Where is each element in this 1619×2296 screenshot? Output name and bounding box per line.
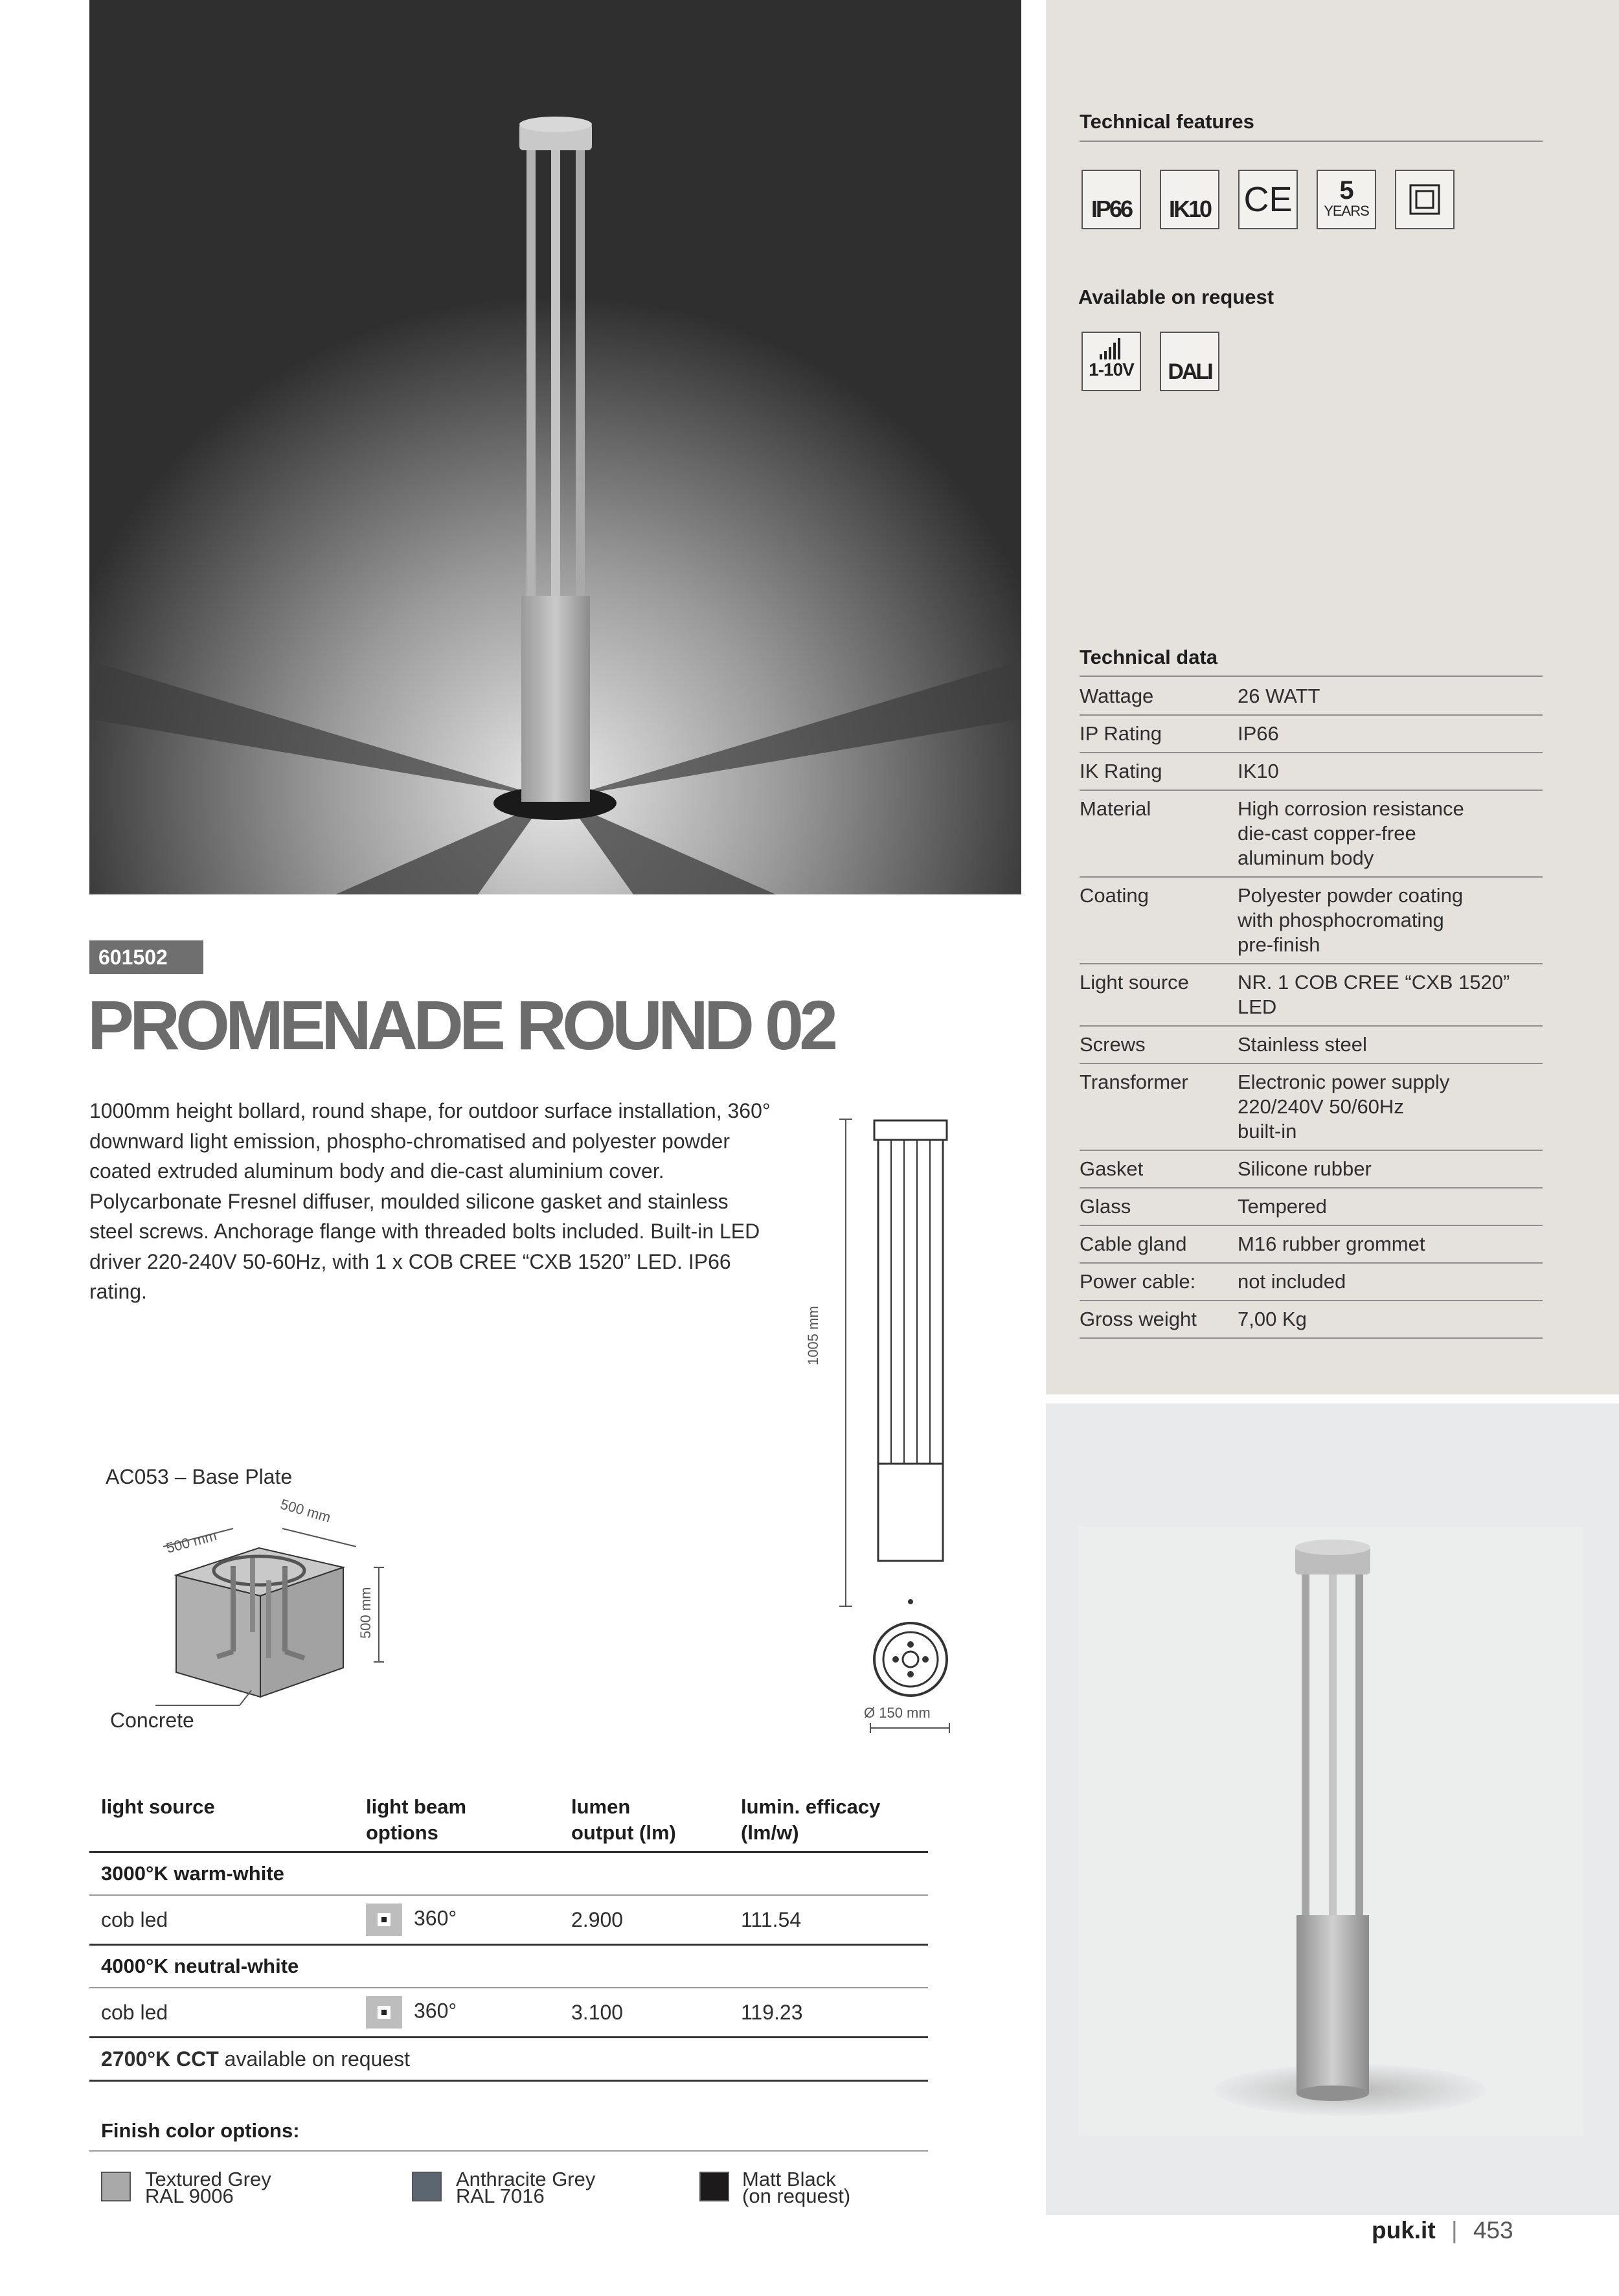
finish-label-matt-black: Matt Black (on request) bbox=[742, 2168, 851, 2207]
dali-icon: DALI bbox=[1160, 332, 1219, 391]
base-plate-dim-b: 500 mm bbox=[278, 1495, 333, 1526]
finish-options-title: Finish color options: bbox=[101, 2119, 300, 2142]
header-light-source: light source bbox=[101, 1795, 215, 1818]
header-light-beam: light beam options bbox=[366, 1795, 467, 1844]
dimming-1-10v-icon: 1-10V bbox=[1081, 332, 1141, 391]
base-plate-dim-a: 500 mm bbox=[164, 1527, 219, 1556]
table-row: cob led 360° 2.900 111.54 bbox=[89, 1896, 928, 1946]
group-neutral-white: 4000°K neutral-white bbox=[89, 1946, 928, 1988]
class-ii-insulation-icon bbox=[1395, 170, 1455, 229]
ik10-icon: IK10 bbox=[1160, 170, 1219, 229]
tech-row-power-cable: Power cable: not included bbox=[1080, 1264, 1543, 1301]
base-plate-label: AC053 – Base Plate bbox=[106, 1465, 293, 1488]
technical-drawing bbox=[816, 1101, 971, 1755]
site-name: puk.it bbox=[1372, 2217, 1436, 2244]
beam-360-icon bbox=[366, 1996, 402, 2029]
ce-mark-icon: CE bbox=[1238, 170, 1298, 229]
finish-label-anthracite-grey: Anthracite Grey RAL 7016 bbox=[456, 2168, 596, 2207]
tech-row-wattage: Wattage 26 WATT bbox=[1080, 678, 1543, 716]
cct-note: 2700°K CCT available on request bbox=[89, 2038, 928, 2082]
technical-features-title: Technical features bbox=[1080, 110, 1254, 133]
product-title: PROMENADE ROUND 02 bbox=[87, 986, 834, 1064]
table-row: cob led 360° 3.100 119.23 bbox=[89, 1988, 928, 2038]
tech-row-material: Material High corrosion resistance die-cast copper-free aluminum body bbox=[1080, 791, 1543, 878]
tech-row-glass: Glass Tempered bbox=[1080, 1188, 1543, 1226]
tech-row-screws: Screws Stainless steel bbox=[1080, 1027, 1543, 1064]
footer-separator: | bbox=[1451, 2217, 1458, 2244]
tech-row-light-source: Light source NR. 1 COB CREE “CXB 1520” LED bbox=[1080, 964, 1543, 1027]
bollard-cutout-illustration bbox=[1046, 1404, 1619, 2215]
warranty-5-years-icon: 5 YEARS bbox=[1317, 170, 1376, 229]
divider bbox=[1080, 676, 1543, 677]
tech-row-coating: Coating Polyester powder coating with phosphocromating pre-finish bbox=[1080, 878, 1543, 964]
swatch-matt-black bbox=[699, 2172, 729, 2201]
tech-row-transformer: Transformer Electronic power supply 220/240V 50/60Hz built-in bbox=[1080, 1064, 1543, 1151]
beam-360-icon bbox=[366, 1904, 402, 1936]
double-square-icon bbox=[1409, 183, 1441, 216]
concrete-label: Concrete bbox=[110, 1709, 194, 1732]
tech-row-gasket: Gasket Silicone rubber bbox=[1080, 1151, 1543, 1188]
page-footer bbox=[1372, 2217, 1513, 2244]
light-source-table bbox=[89, 1794, 928, 2082]
available-on-request-title: Available on request bbox=[1078, 286, 1274, 308]
product-cutout-photo bbox=[1046, 1404, 1619, 2215]
header-lumen-output: lumen output (lm) bbox=[571, 1795, 676, 1844]
height-dimension-label: 1005 mm bbox=[805, 1306, 821, 1365]
tech-row-ik-rating: IK Rating IK10 bbox=[1080, 753, 1543, 791]
finish-label-textured-grey: Textured Grey RAL 9006 bbox=[145, 2168, 271, 2207]
swatch-anthracite-grey bbox=[412, 2172, 442, 2201]
group-warm-white: 3000°K warm-white bbox=[89, 1853, 928, 1896]
product-code-badge: 601502 bbox=[89, 940, 203, 974]
page-number: 453 bbox=[1473, 2217, 1513, 2244]
table-header bbox=[89, 1794, 928, 1853]
swatch-textured-grey bbox=[101, 2172, 131, 2201]
bollard-photo-illustration bbox=[89, 0, 1021, 894]
signal-bars-icon bbox=[1098, 337, 1124, 359]
header-efficacy: lumin. efficacy (lm/w) bbox=[741, 1795, 881, 1844]
tech-row-ip-rating: IP Rating IP66 bbox=[1080, 716, 1543, 753]
technical-data-title: Technical data bbox=[1080, 646, 1218, 668]
ip66-icon: IP66 bbox=[1081, 170, 1141, 229]
technical-data-table bbox=[1080, 678, 1543, 1339]
divider bbox=[89, 2150, 928, 2152]
base-plate-dim-c: 500 mm bbox=[357, 1587, 374, 1639]
hero-product-photo bbox=[89, 0, 1021, 894]
tech-row-gross-weight: Gross weight 7,00 Kg bbox=[1080, 1301, 1543, 1339]
divider bbox=[1080, 141, 1543, 142]
diameter-dimension-label: Ø 150 mm bbox=[864, 1705, 931, 1721]
tech-row-cable-gland: Cable gland M16 rubber grommet bbox=[1080, 1226, 1543, 1264]
product-description: 1000mm height bollard, round shape, for outdoor surface installation, 360° downward light emission, phospho-chromatised and polyester powder coated extruded aluminum body and die-cast aluminium cover. Polycarbonate Fresnel diffuser, moulded silicone gasket and stainless steel screws. Anchorage flange with threaded bolts included. Built-in LED driver 220-240V 50-60Hz, with 1 x COB CREE “CXB 1520” LED. IP66 rating. bbox=[89, 1099, 771, 1303]
